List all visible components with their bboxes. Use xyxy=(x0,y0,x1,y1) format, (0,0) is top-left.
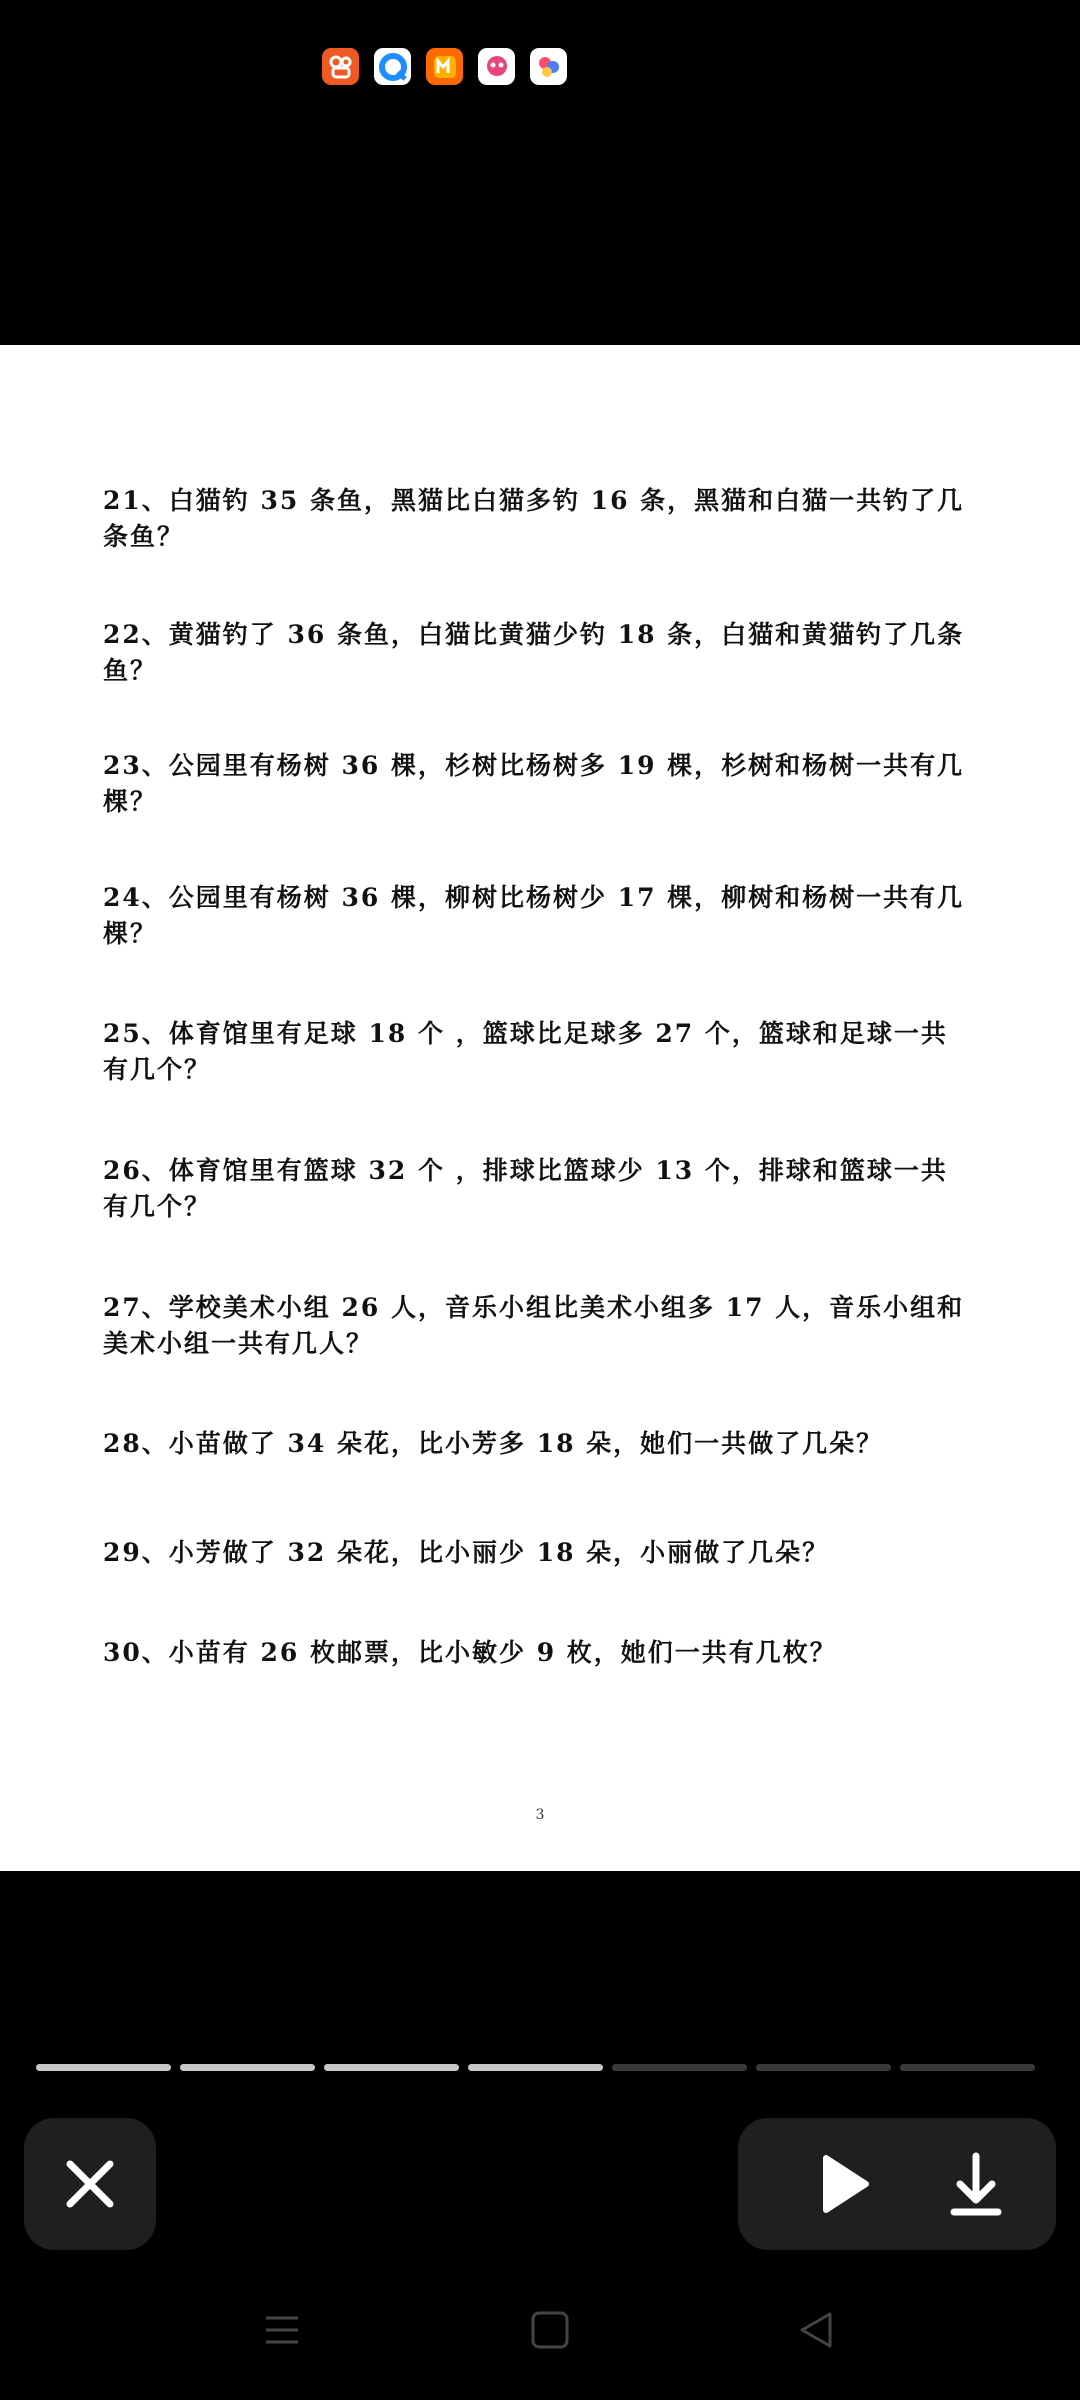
play-icon xyxy=(778,2118,898,2250)
progress-segment xyxy=(468,2064,603,2071)
progress-segment xyxy=(36,2064,171,2071)
progress-segment xyxy=(756,2064,891,2071)
download-button[interactable] xyxy=(916,2118,1036,2250)
qq-browser-app-icon xyxy=(374,48,411,85)
document-page[interactable] xyxy=(0,345,1080,1871)
question-25: 25、体育馆里有足球 18 个 ，篮球比足球多 27 个，篮球和足球一共有几个？ xyxy=(103,1019,948,1084)
question-26: 26、体育馆里有篮球 32 个 ，排球比篮球少 13 个，排球和篮球一共有几个？ xyxy=(103,1156,948,1221)
question-30: 30、小苗有 26 枚邮票，比小敏少 9 枚，她们一共有几枚？ xyxy=(103,1638,837,1667)
menu-icon xyxy=(262,2310,302,2350)
home-icon xyxy=(530,2310,570,2350)
chat-app-icon xyxy=(478,48,515,85)
question-28: 28、小苗做了 34 朵花，比小芳多 18 朵，她们一共做了几朵？ xyxy=(103,1429,884,1458)
close-button[interactable] xyxy=(24,2118,156,2250)
question-21: 21、白猫钓 35 条鱼，黑猫比白猫多钓 16 条，黑猫和白猫一共钓了几条鱼？ xyxy=(103,486,965,551)
progress-segment xyxy=(180,2064,315,2071)
download-icon xyxy=(916,2118,1036,2250)
status-bar-icons xyxy=(322,48,567,85)
close-icon xyxy=(24,2118,156,2250)
question-22: 22、黄猫钓了 36 条鱼，白猫比黄猫少钓 18 条，白猫和黄猫钓了几条鱼？ xyxy=(103,620,965,685)
page-progress-indicator xyxy=(36,2064,1035,2071)
page-number: 3 xyxy=(535,1807,545,1823)
question-27: 27、学校美术小组 26 人，音乐小组比美术小组多 17 人，音乐小组和美术小组一共有几人？ xyxy=(103,1293,965,1358)
question-23: 23、公园里有杨树 36 棵，杉树比杨树多 19 棵，杉树和杨树一共有几棵？ xyxy=(103,751,965,816)
back-icon xyxy=(796,2310,836,2350)
media-action-group xyxy=(738,2118,1056,2250)
nav-back-button[interactable] xyxy=(796,2310,836,2350)
mgtv-app-icon xyxy=(426,48,463,85)
question-29: 29、小芳做了 32 朵花，比小丽少 18 朵，小丽做了几朵？ xyxy=(103,1538,830,1567)
progress-segment xyxy=(900,2064,1035,2071)
game-app-icon xyxy=(530,48,567,85)
nav-menu-button[interactable] xyxy=(262,2310,302,2350)
kuaishou-app-icon xyxy=(322,48,359,85)
progress-segment xyxy=(324,2064,459,2071)
nav-home-button[interactable] xyxy=(530,2310,570,2350)
play-button[interactable] xyxy=(778,2118,898,2250)
question-24: 24、公园里有杨树 36 棵，柳树比杨树少 17 棵，柳树和杨树一共有几棵？ xyxy=(103,883,965,948)
progress-segment xyxy=(612,2064,747,2071)
